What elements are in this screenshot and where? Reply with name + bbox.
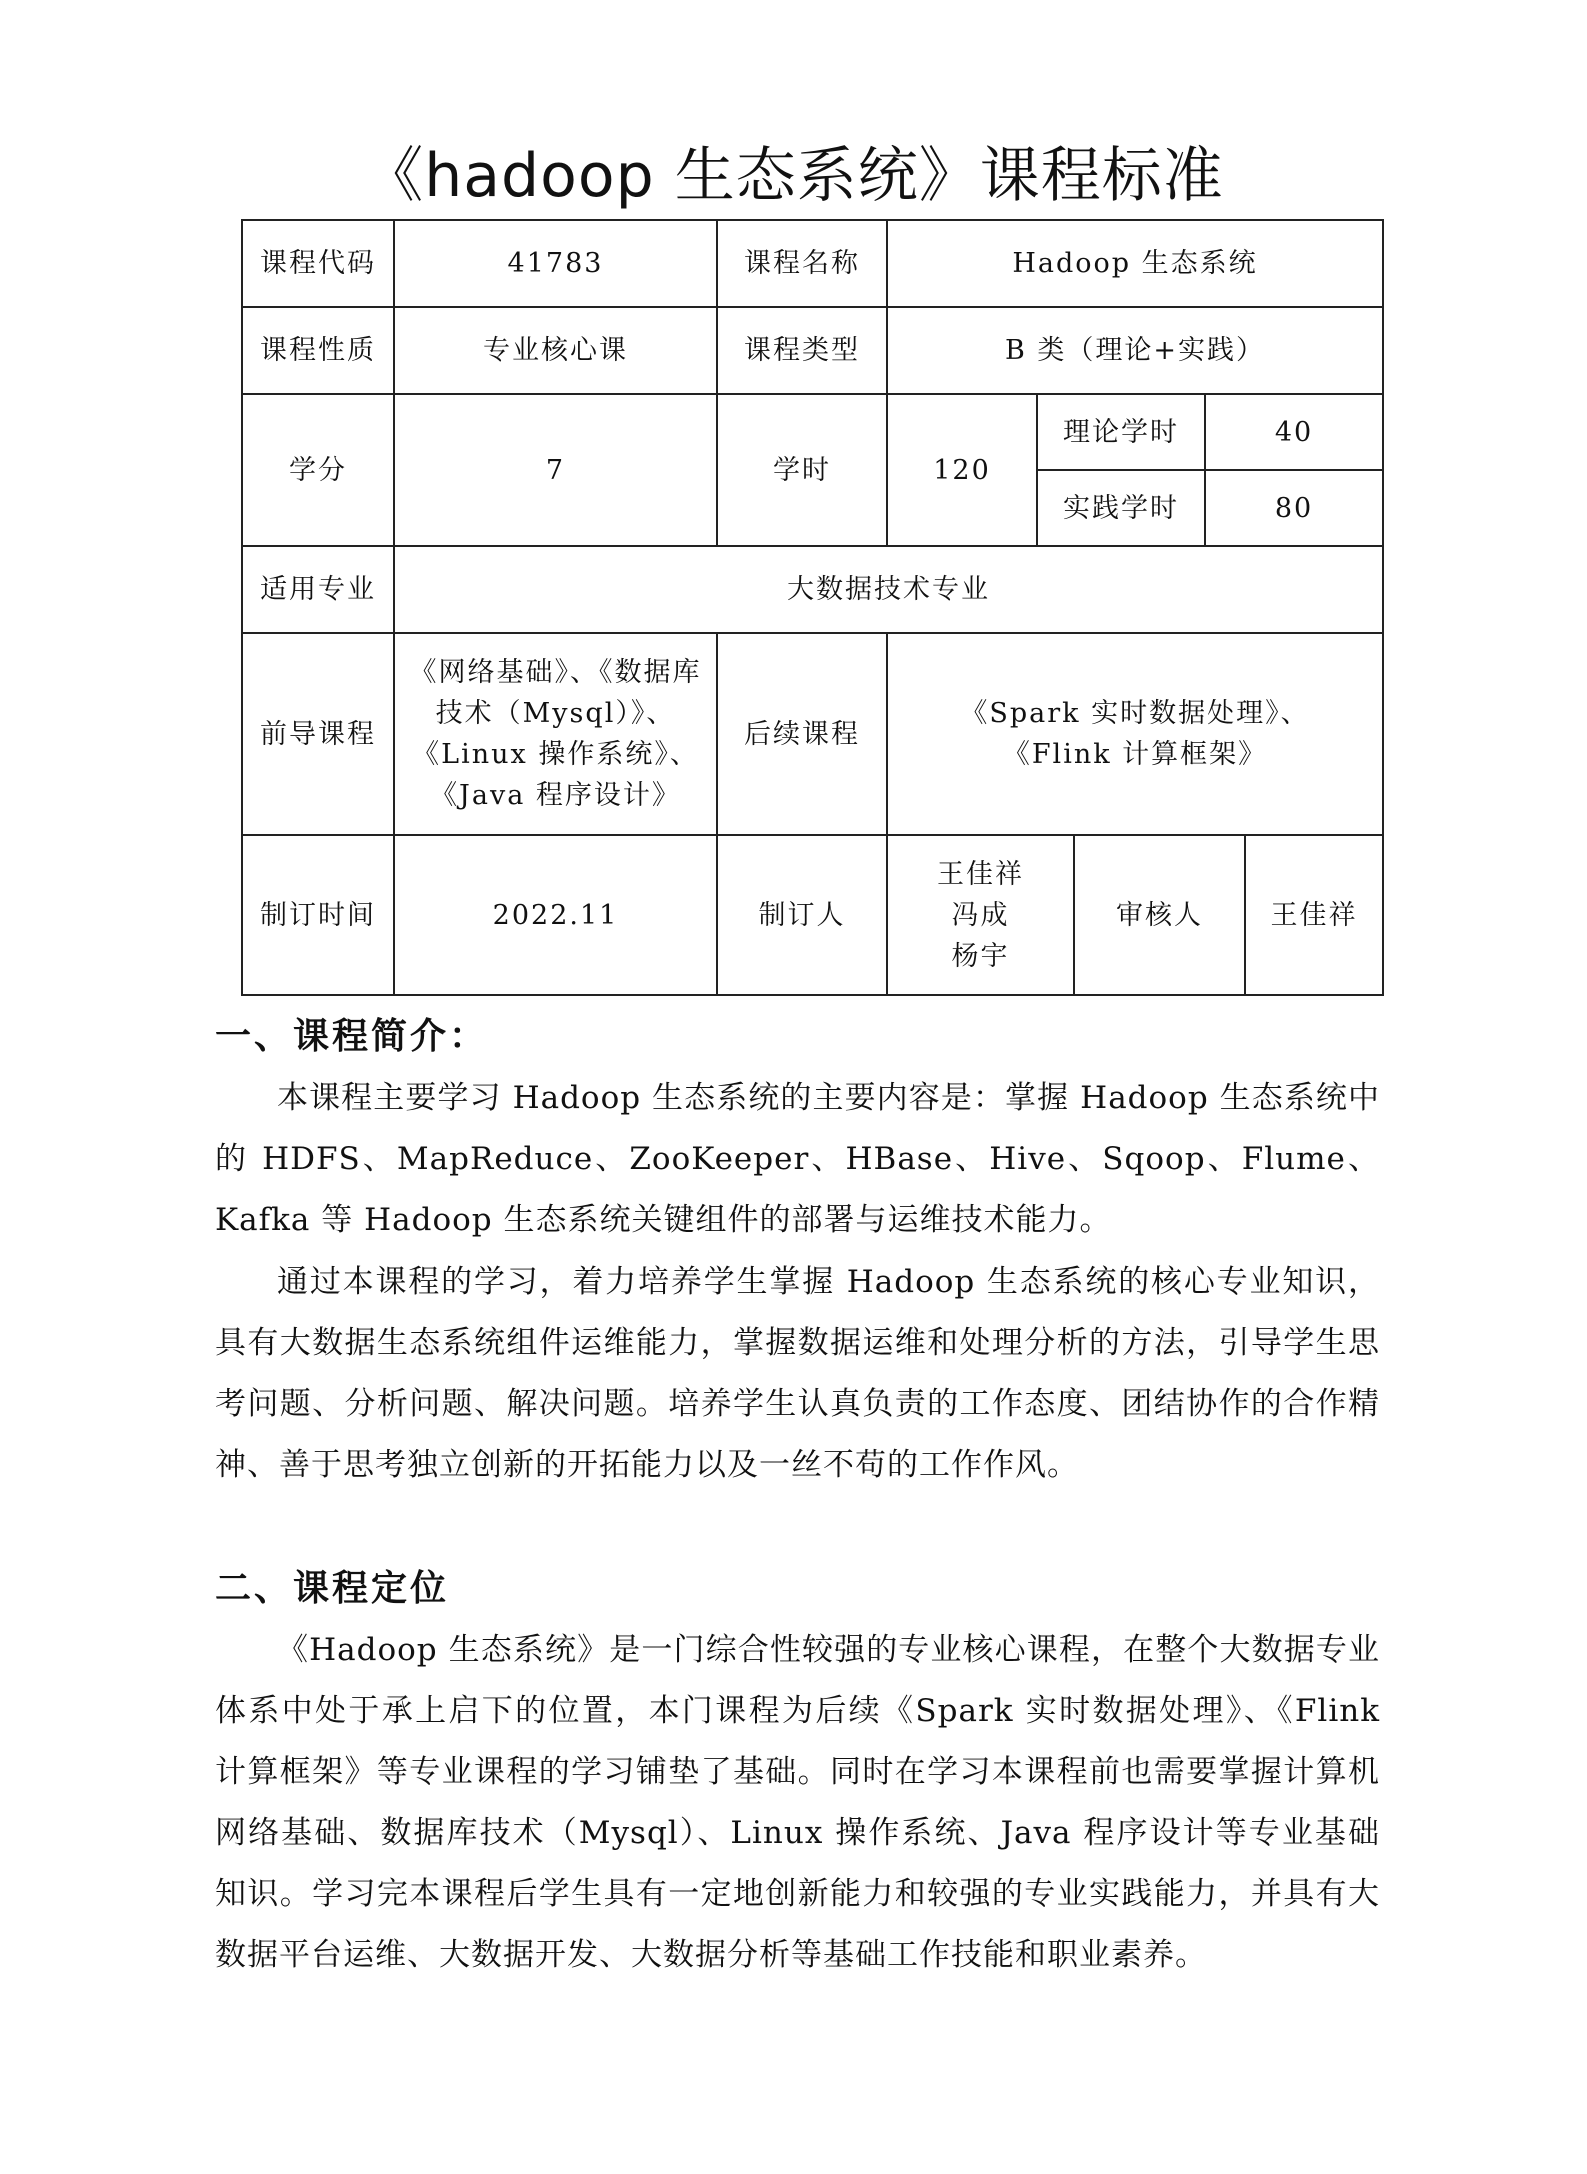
theory-hours-label: 理论学时: [1037, 394, 1205, 470]
followup-value: 《Spark 实时数据处理》、 《Flink 计算框架》: [887, 633, 1383, 835]
table-row: [242, 307, 1383, 394]
major-label: 适用专业: [242, 546, 394, 633]
practice-hours-label: 实践学时: [1037, 470, 1205, 546]
intro-paragraph-1: 本课程主要学习 Hadoop 生态系统的主要内容是：掌握 Hadoop 生态系统中的 HDFS、MapReduce、ZooKeeper、HBase、Hive、Sqoop、Flume、Kafka 等 Hadoop 生态系统关键组件的部署与运维技术能力。: [215, 1080, 1380, 1238]
course-code-value: 41783: [394, 220, 717, 307]
table-row: [242, 835, 1383, 995]
section-heading-positioning: 二、课程定位: [215, 1568, 450, 1609]
credit-value: 7: [394, 394, 717, 546]
course-name-value: Hadoop 生态系统: [887, 220, 1383, 307]
hours-label: 学时: [717, 394, 887, 546]
hours-value: 120: [887, 394, 1037, 546]
document-title: 《hadoop 生态系统》课程标准: [363, 141, 1224, 211]
positioning-paragraph: 《Hadoop 生态系统》是一门综合性较强的专业核心课程，在整个大数据专业体系中处于承上启下的位置，本门课程为后续《Spark 实时数据处理》、《Flink 计算框架》等专业课程的学习铺垫了基础。同时在学习本课程前也需要掌握计算机网络基础、数据库技术（Mysql）、Linux 操作系统、Java 程序设计等专业基础知识。学习完本课程后学生具有一定地创新能力和较强的专业实践能力，并具有大数据平台运维、大数据开发、大数据分析等基础工作技能和职业素养。: [215, 1632, 1380, 1973]
section-heading-intro: 一、课程简介：: [215, 1016, 489, 1057]
intro-paragraph-2: 通过本课程的学习，着力培养学生掌握 Hadoop 生态系统的核心专业知识，具有大数据生态系统组件运维能力，掌握数据运维和处理分析的方法，引导学生思考问题、分析问题、解决问题。培养学生认真负责的工作态度、团结协作的合作精神、善于思考独立创新的开拓能力以及一丝不苟的工作作风。: [215, 1264, 1380, 1483]
course-name-label: 课程名称: [717, 220, 887, 307]
author-label: 制订人: [717, 835, 887, 995]
prereq-value: 《网络基础》、《数据库技术（Mysql）》、《Linux 操作系统》、《Java 程序设计》: [394, 633, 717, 835]
course-nature-value: 专业核心课: [394, 307, 717, 394]
major-value: 大数据技术专业: [394, 546, 1383, 633]
credit-label: 学分: [242, 394, 394, 546]
table-row: [242, 633, 1383, 835]
course-type-value: B 类（理论+实践）: [887, 307, 1383, 394]
reviewer-label: 审核人: [1074, 835, 1245, 995]
course-code-label: 课程代码: [242, 220, 394, 307]
date-value: 2022.11: [394, 835, 717, 995]
table-row: [242, 546, 1383, 633]
course-type-label: 课程类型: [717, 307, 887, 394]
table-row: [242, 220, 1383, 307]
course-nature-label: 课程性质: [242, 307, 394, 394]
course-info-table: [241, 219, 1384, 996]
table-row: [242, 394, 1383, 470]
practice-hours-value: 80: [1205, 470, 1383, 546]
date-label: 制订时间: [242, 835, 394, 995]
followup-label: 后续课程: [717, 633, 887, 835]
author-value: 王佳祥 冯成 杨宇: [887, 835, 1074, 995]
reviewer-value: 王佳祥: [1245, 835, 1383, 995]
prereq-label: 前导课程: [242, 633, 394, 835]
theory-hours-value: 40: [1205, 394, 1383, 470]
